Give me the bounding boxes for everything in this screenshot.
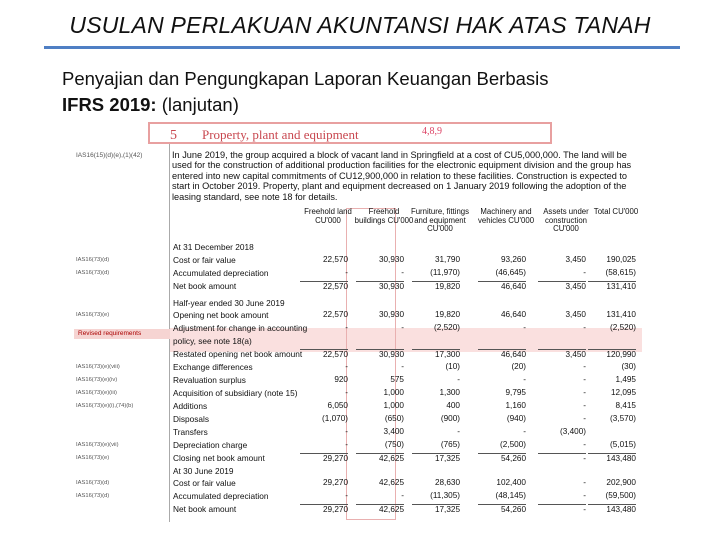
cell-value: 30,930 [356,349,404,359]
subtitle-line1: Penyajian dan Pengungkapan Laporan Keuangan Berbasis [62,68,549,89]
cell-value: - [401,323,404,332]
cell-value: 8,415 [615,401,636,410]
row-reference: IAS16(73)(e) [76,454,110,461]
table-row [72,400,648,411]
cell-value: (750) [384,440,404,449]
cell-value: 28,630 [434,478,460,487]
cell-value: 22,570 [300,349,348,359]
cell-value: 17,300 [412,349,460,359]
cell-value: 575 [390,375,404,384]
cell-value: 42,625 [356,453,404,463]
cell-value: - [538,504,586,514]
cell-value: 3,450 [538,281,586,291]
title-underline [44,46,680,49]
subtitle-line2 [62,92,682,118]
cell-value: 1,300 [439,388,460,397]
row-label: Transfers [173,426,208,437]
cell-value: - [583,268,586,277]
row-label: At 30 June 2019 [173,465,234,476]
cell-value: 3,450 [565,310,586,319]
row-reference: IAS16(73)(d) [76,269,110,276]
cell-value: - [583,414,586,423]
table-row [72,361,648,372]
row-label: Accumulated depreciation [173,267,269,278]
cell-value: 30,930 [378,310,404,319]
cell-value: (2,500) [500,440,526,449]
cell-value: - [401,362,404,371]
cell-value: (2,520) [434,323,460,332]
cell-value: - [583,478,586,487]
cell-value: (650) [384,414,404,423]
row-reference: IAS16(73)(e) [76,311,110,318]
cell-value: 202,900 [606,478,636,487]
table-row [72,297,648,308]
cell-value: 54,260 [478,453,526,463]
table-row [72,387,648,398]
column-header: Freehold land CU'000 [304,207,352,225]
row-label: Revaluation surplus [173,374,246,385]
cell-value: (5,015) [610,440,636,449]
cell-value: 17,325 [412,504,460,514]
cell-value: 46,640 [478,281,526,291]
cell-value: 93,260 [500,255,526,264]
cell-value: - [583,440,586,449]
cell-value: 3,450 [565,255,586,264]
cell-value: 12,095 [610,388,636,397]
table-row [72,413,648,424]
cell-value: 29,270 [300,453,348,463]
cell-value: 400 [446,401,460,410]
section-body-text: In June 2019, the group acquired a block of vacant land in Springfield at a cost of CU5,000,000. The land will be used for the construction of additional production facilities for the electronic equipment division and the group has entered into new capital commitments of CU12,900,000 in relation to these facilities. Construction is expected to start in October 2019. Property, plant and equipment decreased on 1 January 2019 following the adoption of the leasing standard, see note 18 for details. [172,150,632,202]
slide-title: USULAN PERLAKUAN AKUNTANSI HAK ATAS TANAH [69,12,651,38]
table-header [304,207,642,240]
cell-value: (10) [445,362,460,371]
row-label: Disposals [173,413,209,424]
row-label: Net book amount [173,280,237,291]
cell-value: 3,400 [383,427,404,436]
cell-value: - [583,401,586,410]
cell-value: 920 [334,375,348,384]
table-row [72,309,648,320]
cell-value: - [457,375,460,384]
cell-value: (765) [440,440,460,449]
column-header: Freehold buildings CU'000 [354,207,414,225]
table-row [72,374,648,385]
row-reference: IAS16(73)(e)(i),(74)(b) [76,402,134,409]
cell-value: (20) [511,362,526,371]
cell-value: - [457,427,460,436]
cell-value: 42,625 [378,478,404,487]
cell-value: - [523,375,526,384]
row-reference: IAS16(73)(d) [76,492,110,499]
table-row [72,503,648,514]
row-reference: IAS16(73)(d) [76,256,110,263]
cell-value: 143,480 [588,453,636,463]
row-label: Closing net book amount [173,452,265,463]
row-reference: IAS16(73)(e)(vii) [76,441,119,448]
row-label: Additions [173,400,208,411]
cell-value: 54,260 [478,504,526,514]
row-label: Acquisition of subsidiary (note 15) [173,387,298,398]
cell-value: 29,270 [322,478,348,487]
table-row [72,452,648,463]
cell-value: 1,495 [615,375,636,384]
cell-value: - [583,491,586,500]
cell-value: - [345,323,348,332]
cell-value: (2,520) [610,323,636,332]
cell-value: (940) [506,414,526,423]
cell-value: 120,990 [588,349,636,359]
cell-value: 42,625 [356,504,404,514]
cell-value: 102,400 [496,478,526,487]
cell-value: 19,820 [434,310,460,319]
row-reference: IAS16(73)(e)(iii) [76,389,117,396]
cell-value: (1,070) [322,414,348,423]
subtitle-bold: IFRS 2019: [62,94,157,115]
section-marker: 4,8,9 [422,126,442,137]
slide-subtitle [62,66,682,118]
cell-value: 3,450 [538,349,586,359]
cell-value: - [523,323,526,332]
row-label: Restated opening net book amount [173,348,303,359]
cell-value: - [345,268,348,277]
section-label: Property, plant and equipment [202,127,359,142]
cell-value: 22,570 [300,281,348,291]
cell-value: 22,570 [322,255,348,264]
body-reference: IAS16(15)(d)(e),(1)(42) [76,152,143,159]
row-label: Accumulated depreciation [173,490,269,501]
cell-value: (58,615) [605,268,636,277]
table-row [72,335,648,346]
table-row [72,490,648,501]
row-label: Cost or fair value [173,477,236,488]
table-row [72,322,648,333]
cell-value: (59,500) [605,491,636,500]
cell-value: - [401,491,404,500]
cell-value: - [345,491,348,500]
cell-value: 131,410 [606,310,636,319]
cell-value: - [523,427,526,436]
cell-value: 29,270 [300,504,348,514]
row-label: Cost or fair value [173,254,236,265]
table-row [72,254,648,265]
cell-value: - [345,362,348,371]
section-number: 5 [170,128,177,143]
row-label: Adjustment for change in accounting [173,322,308,333]
row-label: policy, see note 18(a) [173,335,252,346]
cell-value: - [538,453,586,463]
financial-statement-excerpt [72,122,648,522]
cell-value: 1,160 [505,401,526,410]
cell-value: 1,000 [383,401,404,410]
cell-value: - [583,388,586,397]
cell-value: - [583,323,586,332]
table-row [72,267,648,278]
cell-value: 46,640 [500,310,526,319]
cell-value: (30) [621,362,636,371]
cell-value: (11,970) [430,268,460,277]
column-header: Furniture, fittings and equipment CU'000 [410,207,470,233]
cell-value: (900) [440,414,460,423]
cell-value: (3,570) [610,414,636,423]
table-row [72,348,648,359]
table-row [72,241,648,252]
cell-value: 1,000 [383,388,404,397]
cell-value: 22,570 [322,310,348,319]
cell-value: 6,050 [327,401,348,410]
cell-value: - [345,440,348,449]
column-header: Total CU'000 [593,207,639,216]
revised-requirements-label: Revised requirements [78,330,142,337]
cell-value: 31,790 [434,255,460,264]
cell-value: 30,930 [356,281,404,291]
table-row [72,280,648,291]
cell-value: 17,325 [412,453,460,463]
cell-value: (48,145) [495,491,526,500]
table-row [72,477,648,488]
cell-value: - [583,375,586,384]
cell-value: 190,025 [606,255,636,264]
column-header: Assets under construction CU'000 [543,207,589,233]
cell-value: 46,640 [478,349,526,359]
row-label: Half-year ended 30 June 2019 [173,297,285,308]
cell-value: 30,930 [378,255,404,264]
subtitle-rest: (lanjutan) [156,94,239,115]
table-row [72,465,648,476]
cell-value: 131,410 [588,281,636,291]
row-reference: IAS16(73)(e)(iv) [76,376,118,383]
cell-value: - [345,427,348,436]
cell-value: 19,820 [412,281,460,291]
column-header: Machinery and vehicles CU'000 [477,207,535,225]
row-label: Net book amount [173,503,237,514]
table-row [72,426,648,437]
row-reference: IAS16(73)(e)(viii) [76,363,120,370]
cell-value: (46,645) [495,268,526,277]
cell-value: - [401,268,404,277]
row-label: Opening net book amount [173,309,269,320]
cell-value: (3,400) [560,427,586,436]
row-label: Depreciation charge [173,439,248,450]
row-reference: IAS16(73)(d) [76,479,110,486]
row-label: At 31 December 2018 [173,241,254,252]
cell-value: 143,480 [588,504,636,514]
cell-value: - [345,388,348,397]
table-row [72,439,648,450]
row-label: Exchange differences [173,361,253,372]
cell-value: - [583,362,586,371]
cell-value: 9,795 [505,388,526,397]
cell-value: (11,305) [430,491,460,500]
